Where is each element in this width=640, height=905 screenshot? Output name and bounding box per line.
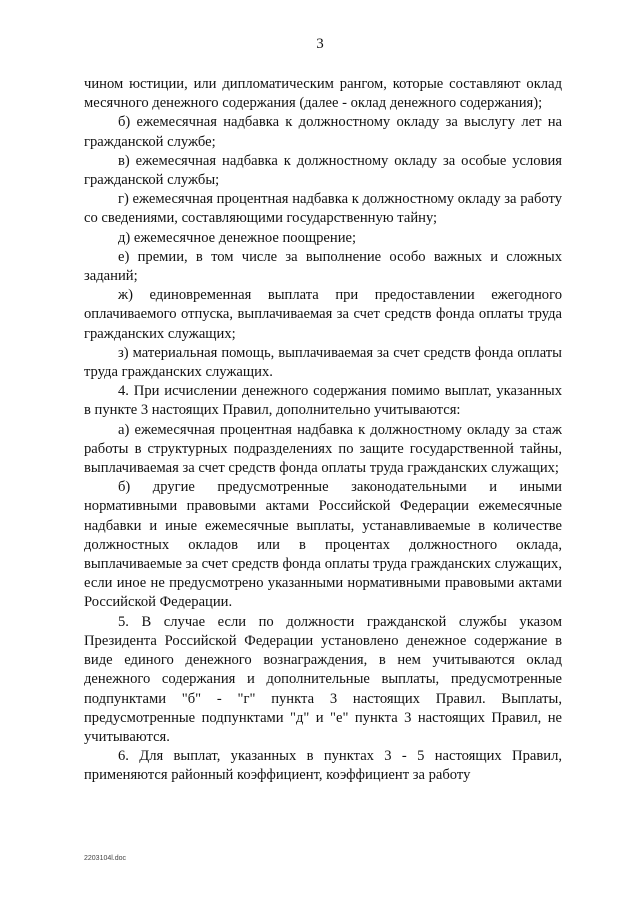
paragraph-clause-6: 6. Для выплат, указанных в пунктах 3 - 5 настоящих Правил, применяются районный коэффициент, коэффициент за работу (84, 748, 562, 784)
paragraph-item-b: б) ежемесячная надбавка к должностному окладу за выслугу лет на гражданской службе; (84, 114, 562, 150)
paragraph-continuation: чином юстиции, или дипломатическим рангом, которые составляют оклад месячного денежного содержания (далее - оклад денежного содержания); (84, 76, 562, 112)
paragraph-item-e: е) премии, в том числе за выполнение особо важных и сложных заданий; (84, 248, 562, 285)
paragraph-clause-5: 5. В случае если по должности гражданской службы указом Президента Российской Федерации установлено денежное содержание в виде единого денежного вознаграждения, в нем учитываются оклад денежного содержания и дополнительные выплаты, предусмотренные подпунктами "б" - "г" пункта 3 настоящих Правил. Выплаты, предусмотренные подпунктами "д" и "е" пункта 3 настоящих Правил, не учитываются. (84, 613, 562, 745)
paragraph-clause-4: 4. При исчислении денежного содержания помимо выплат, указанных в пункте 3 настоящих Правил, дополнительно учитываются: (84, 383, 562, 419)
file-name-footer: 2203104l.doc (84, 855, 127, 862)
paragraph-item-zh: ж) единовременная выплата при предоставлении ежегодного оплачиваемого отпуска, выплачиваемая за счет средств фонда оплаты труда гражданских служащих; (84, 287, 562, 342)
paragraph-item-g: г) ежемесячная процентная надбавка к должностному окладу за работу со сведениями, составляющими государственную тайну; (84, 191, 562, 227)
paragraph-clause-4-a: а) ежемесячная процентная надбавка к должностному окладу за стаж работы в структурных подразделениях по защите государственной тайны, выплачиваемая за счет средств фонда оплаты труда гражданских служащих; (84, 421, 562, 477)
page-number: 3 (316, 36, 324, 52)
paragraph-item-d: д) ежемесячное денежное поощрение; (118, 229, 357, 246)
paragraph-clause-4-b: б) другие предусмотренные законодательными и иными нормативными правовыми актами Российской Федерации ежемесячные надбавки и иные ежемесячные выплаты, устанавливаемые в количестве должностных окладов или в процентах должностного оклада, выплачиваемые за счет средств фонда оплаты труда гражданских служащих, если иное не предусмотрено указанными нормативными правовыми актами Российской Федерации. (84, 479, 562, 611)
paragraph-item-v: в) ежемесячная надбавка к должностному окладу за особые условия гражданской службы; (84, 152, 562, 189)
paragraph-item-z: з) материальная помощь, выплачиваемая за счет средств фонда оплаты труда гражданских служащих. (84, 344, 562, 381)
document-body (84, 75, 562, 786)
